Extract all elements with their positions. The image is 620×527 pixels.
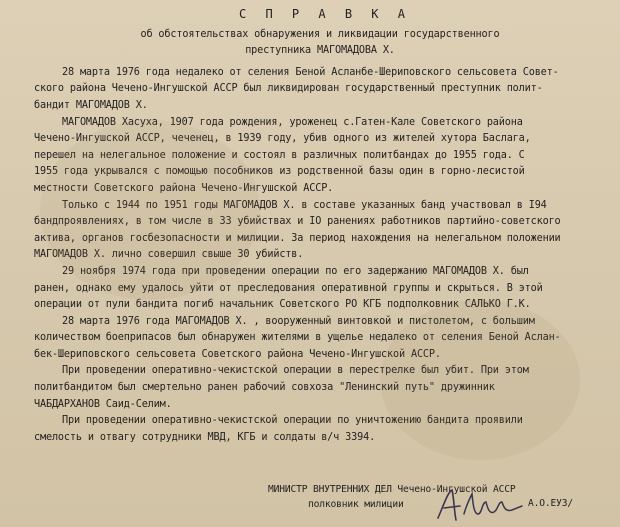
document-subtitle [34,27,596,60]
signatory-title: МИНИСТР ВНУТРЕННИХ ДЕЛ Чечено-Ингушской АССР [268,484,516,495]
paper-stain [380,300,580,460]
text-line: 28 марта 1976 года МАГОМАДОВ Х. , вооруженный винтовкой и пистолетом, с большим [62,315,535,327]
text-line: политбандитом был смертельно ранен рабочий совхоза "Ленинский путь" дружинник [34,382,495,394]
subtitle-line: преступника МАГОМАДОВА Х. [245,45,395,57]
text-line: Только с 1944 по 1951 годы МАГОМАДОВ Х. в составе указанных банд участвовал в I94 [62,199,547,211]
document-title: С П Р А В К А [239,7,411,21]
text-line: ского района Чечено-Ингушской АССР был ликвидирован государственный преступник полит- [34,83,543,95]
text-line: местности Советского района Чечено-Ингушской АССР. [34,182,334,194]
text-line: количеством боеприпасов был обнаружен жителями в ущелье недалеко от селения Беной Аслан- [34,332,561,344]
handwritten-signature [432,484,527,524]
text-line: При проведении оперативно-чекистской операции по уничтожению бандита проявили [62,415,523,427]
text-line: 28 марта 1976 года недалеко от селения Беной Асланбе-Шериповского сельсовета Совет- [62,66,559,78]
text-line: МАГОМАДОВ Хасуха, 1907 года рождения, уроженец с.Гатен-Кале Советского района [62,116,523,128]
text-line: МАГОМАДОВ Х. лично совершил свыше 30 убийств. [34,249,304,261]
text-line: актива, органов госбезопасности и милиции. За период нахождения на нелегальном положении [34,232,561,244]
paragraph-1 [34,65,596,115]
text-line: смелость и отвагу сотрудники МВД, КГБ и солдаты в/ч 3394. [34,431,376,443]
text-line: бандит МАГОМАДОВ Х. [34,99,148,111]
text-line: бек-Шериповского сельсовета Советского района Чечено-Ингушской АССР. [34,348,441,360]
text-line: ранен, однако ему удалось уйти от преследования оперативной группы и скрыться. В этой [34,282,543,294]
text-line: Чечено-Ингушской АССР, чеченец, в 1939 году, убив одного из жителей хутора Баслага, [34,133,531,145]
text-line: 29 ноября 1974 года при проведении операции по его задержанию МАГОМАДОВ Х. был [62,265,529,277]
signatory-rank: полковник милиции [308,499,404,510]
text-line: При проведении оперативно-чекистской операции в перестрелке был убит. При этом [62,365,529,377]
text-line: бандпроявлениях, в том числе в 33 убийствах и IO ранениях работников партийно-советского [34,216,561,228]
paper-stain [40,120,260,300]
text-line: 1955 года укрывался с помощью пособников из родственной базы один в горно-лесистой [34,166,525,178]
text-line: операции от пули бандита погиб начальник Советского РО КГБ подполковник САЛЬКО Г.К. [34,299,531,311]
text-line: ЧАБДАРХАНОВ Саид-Селим. [34,398,172,410]
text-line: перешел на нелегальное положение и состоял в различных политбандах до 1955 года. С [34,149,525,161]
subtitle-line: об обстоятельствах обнаружения и ликвидации государственного [140,28,500,40]
signatory-name: А.О.ЕУЗ/ [528,498,574,509]
